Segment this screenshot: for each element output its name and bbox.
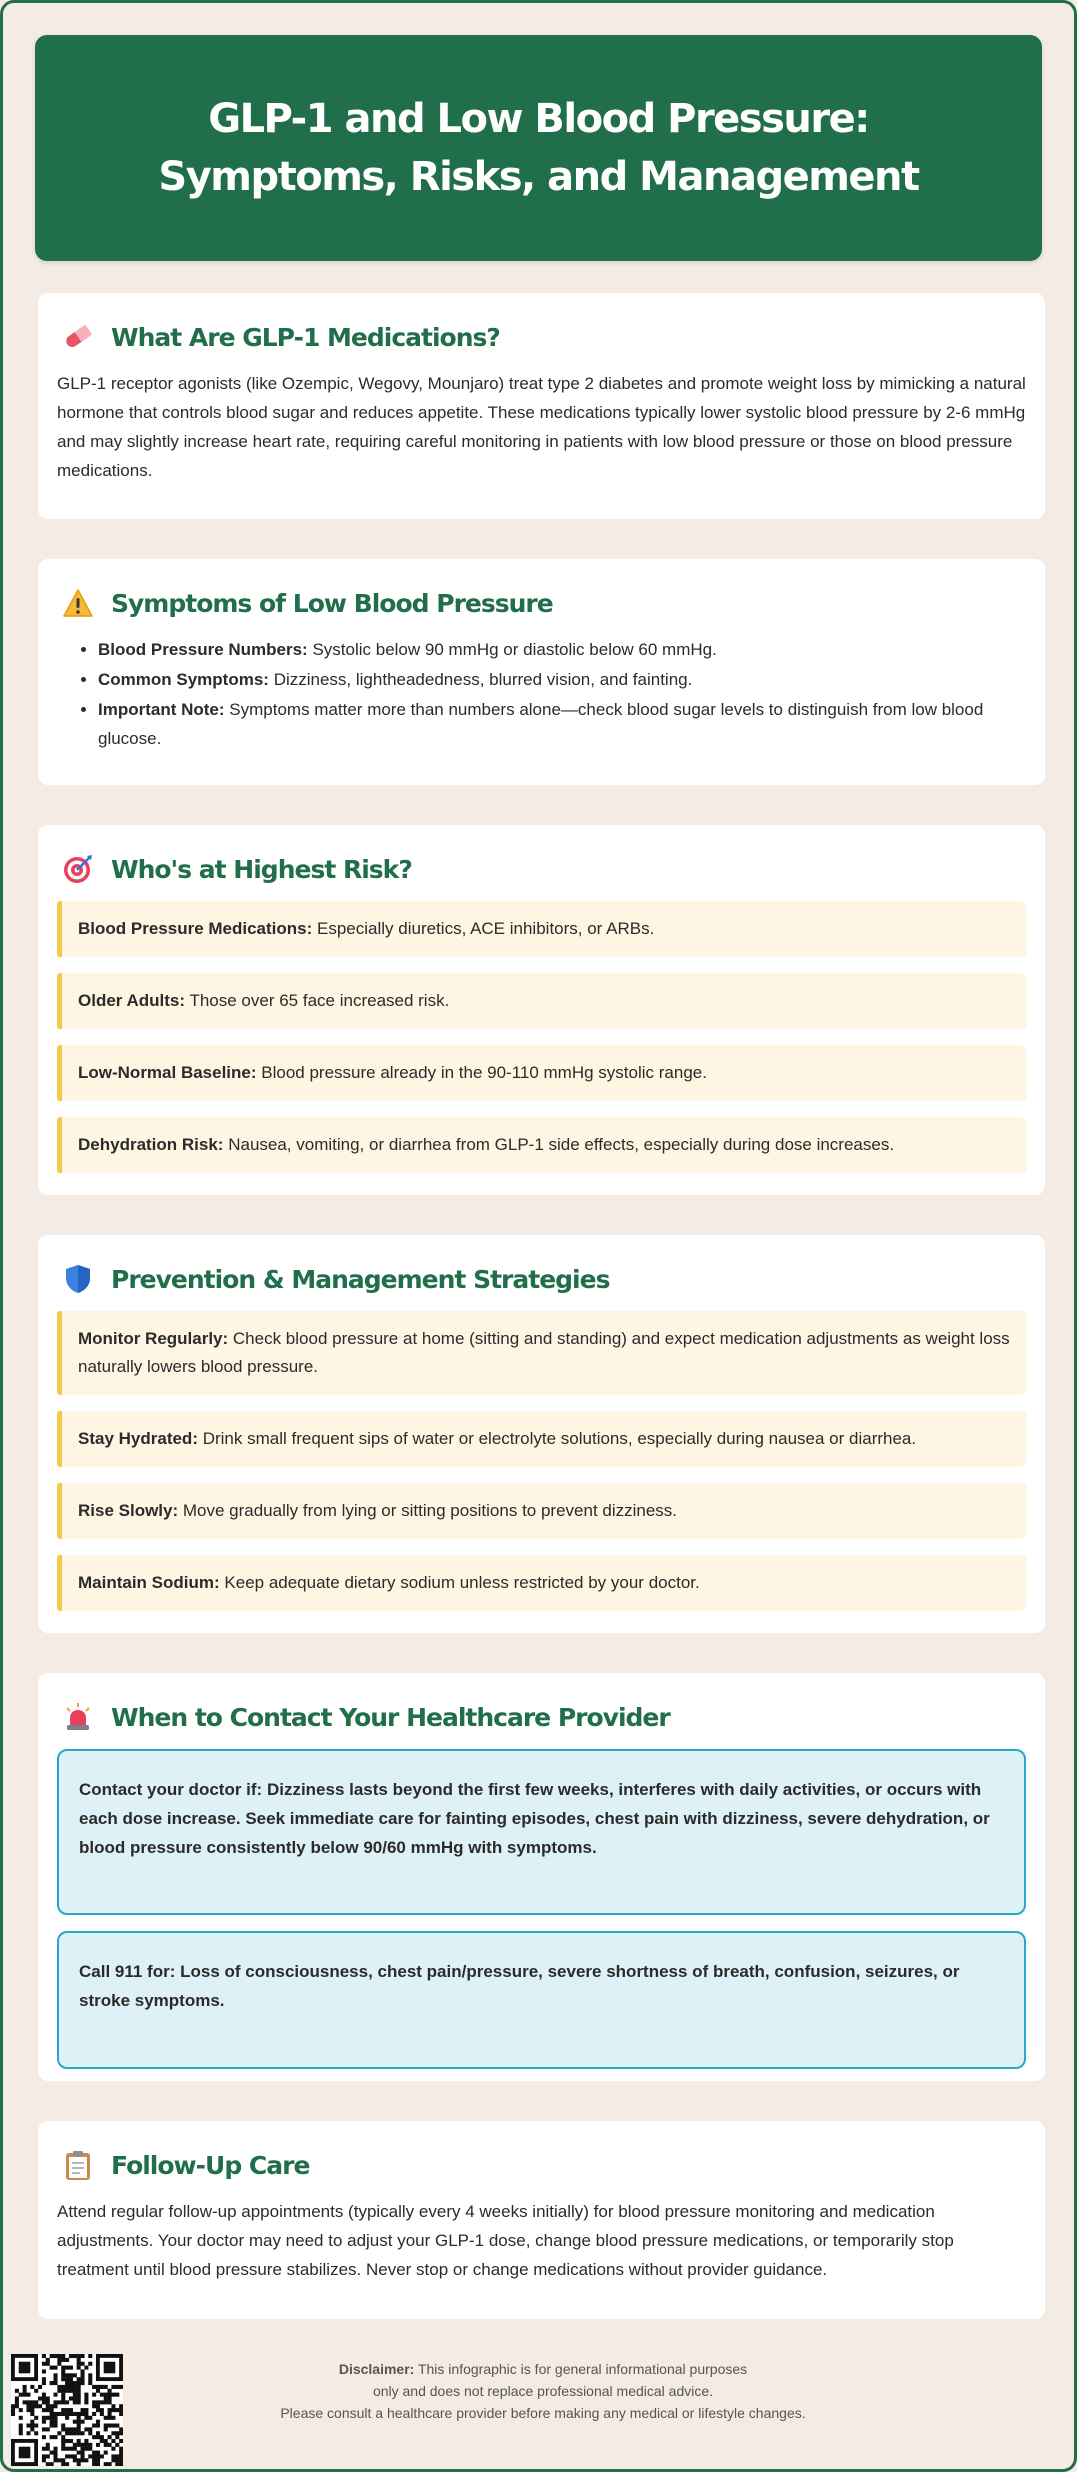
- section-title: What Are GLP-1 Medications?: [111, 322, 500, 352]
- target-icon: [61, 852, 95, 886]
- pill-icon: [61, 320, 95, 354]
- strategy-item: Maintain Sodium: Keep adequate dietary sodium unless restricted by your doctor.: [57, 1555, 1026, 1611]
- section-symptoms: [38, 559, 1045, 785]
- page-title: GLP-1 and Low Blood Pressure: Symptoms, Risks, and Management: [158, 96, 919, 200]
- section-title: Follow-Up Care: [111, 2150, 310, 2180]
- call-911-alert: Call 911 for: Loss of consciousness, chest pain/pressure, severe shortness of breath, confusion, seizures, or stroke symptoms.: [57, 1931, 1026, 2069]
- strategy-item: Rise Slowly: Move gradually from lying or sitting positions to prevent dizziness.: [57, 1483, 1026, 1539]
- risk-item: Low-Normal Baseline: Blood pressure already in the 90-110 mmHg systolic range.: [57, 1045, 1026, 1101]
- section-what-are-glp1: [38, 293, 1045, 519]
- disclaimer: Disclaimer: This infographic is for general informational purposes only and does not replace professional medical advice. Please consult a healthcare provider before making any medical or lifestyle changes.: [280, 2361, 806, 2421]
- section-follow-up: [38, 2121, 1045, 2319]
- section-heading: [57, 1261, 1026, 1297]
- clipboard-icon: [61, 2148, 95, 2182]
- section-title: Symptoms of Low Blood Pressure: [111, 588, 553, 618]
- risk-item: Blood Pressure Medications: Especially diuretics, ACE inhibitors, or ARBs.: [57, 901, 1026, 957]
- header-banner: [35, 35, 1042, 261]
- shield-icon: [61, 1262, 95, 1296]
- section-text: Attend regular follow-up appointments (typically every 4 weeks initially) for blood pressure monitoring and medication adjustments. Your doctor may need to adjust your GLP-1 dose, change blood pressure medications, or temporarily stop treatment until blood pressure stabilizes. Never stop or change medications without provider guidance.: [57, 2202, 954, 2279]
- strategy-item: Monitor Regularly: Check blood pressure at home (sitting and standing) and expect medication adjustments as weight loss naturally lowers blood pressure.: [57, 1311, 1026, 1395]
- disclaimer-label: Disclaimer:: [338, 2361, 415, 2377]
- risk-item: Dehydration Risk: Nausea, vomiting, or diarrhea from GLP-1 side effects, especially during dose increases.: [57, 1117, 1026, 1173]
- section-title: Prevention & Management Strategies: [111, 1264, 610, 1294]
- section-contact-provider: [38, 1673, 1045, 2081]
- section-heading: [57, 1699, 1026, 1735]
- siren-icon: [61, 1700, 95, 1734]
- section-title: When to Contact Your Healthcare Provider: [111, 1702, 670, 1732]
- risk-item: Older Adults: Those over 65 face increased risk.: [57, 973, 1026, 1029]
- list-item: • Important Note: Symptoms matter more than numbers alone—check blood sugar levels to distinguish from low blood glucose.: [98, 695, 1026, 753]
- warning-icon: [61, 586, 95, 620]
- qr-code: [11, 2354, 123, 2466]
- section-highest-risk: [38, 825, 1045, 1195]
- section-text: GLP-1 receptor agonists (like Ozempic, Wegovy, Mounjaro) treat type 2 diabetes and promote weight loss by mimicking a natural hormone that controls blood sugar and reduces appetite. These medications typically lower systolic blood pressure by 2-6 mmHg and may slightly increase heart rate, requiring careful monitoring in patients with low blood pressure or those on blood pressure medications.: [57, 374, 1026, 480]
- list-item: • Common Symptoms: Dizziness, lightheadedness, blurred vision, and fainting.: [98, 665, 1026, 694]
- contact-doctor-alert: Contact your doctor if: Dizziness lasts beyond the first few weeks, interferes with daily activities, or occurs with each dose increase. Seek immediate care for fainting episodes, chest pain with dizziness, severe dehydration, or blood pressure consistently below 90/60 mmHg with symptoms.: [57, 1749, 1026, 1915]
- list-item: • Blood Pressure Numbers: Systolic below 90 mmHg or diastolic below 60 mmHg.: [98, 635, 1026, 664]
- symptom-list: [57, 635, 1026, 753]
- section-heading: [57, 585, 1026, 621]
- section-heading: [57, 319, 1026, 355]
- section-heading: [57, 2147, 1026, 2183]
- section-prevention: [38, 1235, 1045, 1633]
- strategy-item: Stay Hydrated: Drink small frequent sips of water or electrolyte solutions, especially during nausea or diarrhea.: [57, 1411, 1026, 1467]
- section-title: Who's at Highest Risk?: [111, 854, 412, 884]
- section-heading: [57, 851, 1026, 887]
